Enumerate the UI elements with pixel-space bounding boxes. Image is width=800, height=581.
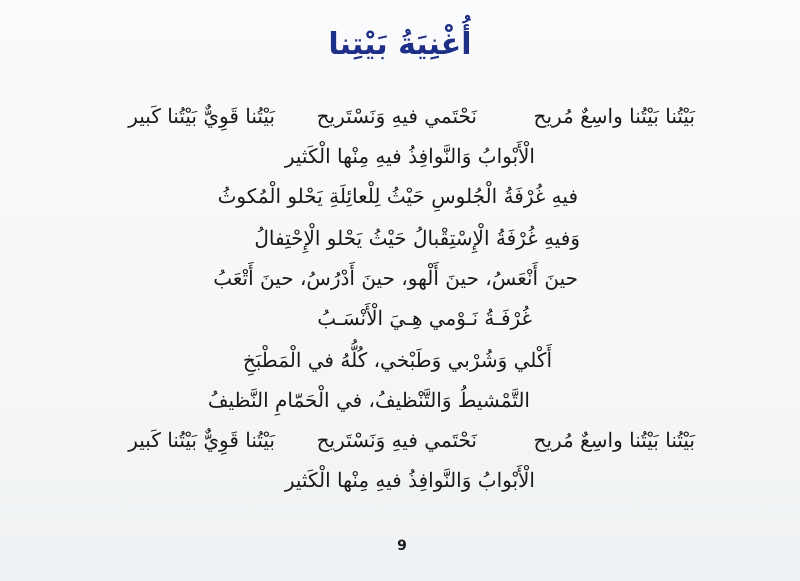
poem-line: حينَ أَنْعَسُ، حينَ أَلْهو، حينَ أَدْرُسُ، حينَ أَتْعَبُ: [213, 266, 578, 290]
poem-line: الْأَبْوابُ وَالنَّوافِذُ فيهِ مِنْها الْكَثير: [284, 468, 535, 492]
page-number: 9: [397, 538, 407, 554]
poem-line: أَكْلي وَشُرْبي وَطَبْخي، كُلُّهُ في الْمَطْبَخِ: [242, 348, 552, 372]
poem-line: الْأَبْوابُ وَالنَّوافِذُ فيهِ مِنْها الْكَثير: [284, 144, 535, 168]
chorus-line: [100, 100, 695, 132]
poem-line: فيهِ غُرْفَةُ الْجُلوسِ حَيْثُ لِلْعائِلَةِ يَحْلو الْمُكوثُ: [217, 184, 578, 208]
poem-line: وَفيهِ غُرْفَةُ الْإِسْتِقْبالُ حَيْثُ يَحْلو الْإِحْتِفالُ: [254, 226, 580, 250]
chorus-line: [100, 424, 695, 456]
poem-line: غُرْفَـةُ نَـوْمي هِـيَ الْأَنْسَـبُ: [317, 306, 532, 330]
chorus-part: نَحْتَمي فيهِ وَنَسْتَريح: [316, 104, 477, 128]
poem-line: التَّمْشيطُ وَالتَّنْظيفُ، في الْحَمّامِ النَّظيفُ: [207, 388, 530, 412]
chorus-part: بَيْتُنا بَيْتُنا واسِعٌ مُريح: [533, 104, 695, 128]
chorus-part: بَيْتُنا قَوِيٌّ بَيْتُنا كَبير: [128, 428, 275, 452]
chorus-part: بَيْتُنا قَوِيٌّ بَيْتُنا كَبير: [128, 104, 275, 128]
poem-title: أُغْنِيَةُ بَيْتِنا: [328, 27, 472, 62]
chorus-part: نَحْتَمي فيهِ وَنَسْتَريح: [316, 428, 477, 452]
chorus-part: بَيْتُنا بَيْتُنا واسِعٌ مُريح: [533, 428, 695, 452]
